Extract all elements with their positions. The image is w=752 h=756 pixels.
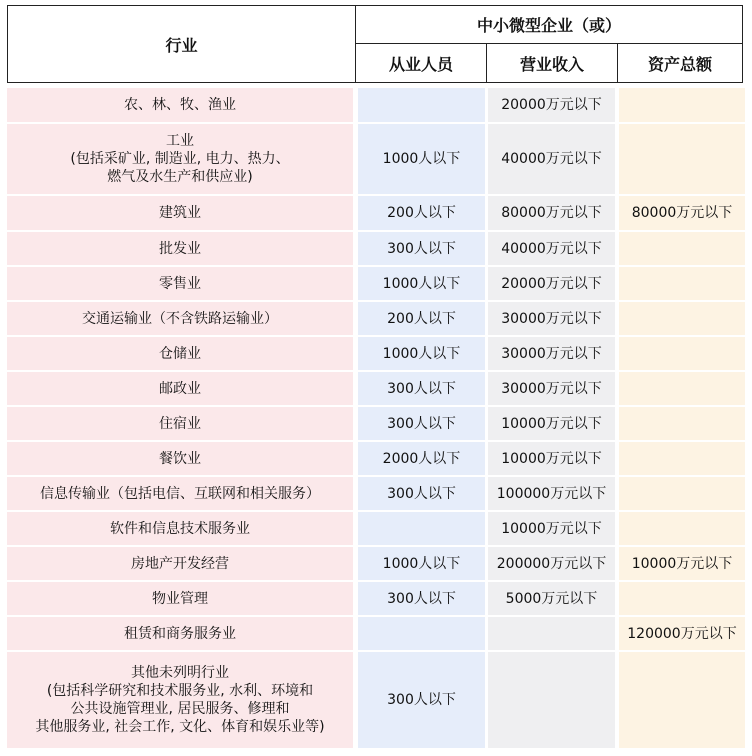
- assets-cell: [619, 232, 745, 265]
- industry-name: 餐饮业: [159, 450, 201, 467]
- table-row: [7, 582, 745, 615]
- assets-cell: 10000万元以下: [619, 547, 745, 580]
- assets-cell: [619, 582, 745, 615]
- employees-cell: 1000人以下: [358, 267, 485, 300]
- industry-name: 交通运输业（不含铁路运输业）: [82, 310, 278, 327]
- revenue-cell: 20000万元以下: [488, 267, 615, 300]
- assets-cell: [619, 88, 745, 122]
- employees-cell: 300人以下: [358, 477, 485, 510]
- revenue-cell: 10000万元以下: [488, 442, 615, 475]
- industry-cell: [7, 407, 353, 440]
- employees-cell: 1000人以下: [358, 547, 485, 580]
- table-row: [7, 337, 745, 370]
- revenue-cell: 200000万元以下: [488, 547, 615, 580]
- industry-name: 其他未列明行业: [131, 665, 229, 681]
- employees-cell: 300人以下: [358, 232, 485, 265]
- industry-note-line: (包括采矿业, 制造业, 电力、热力、: [70, 151, 290, 167]
- assets-cell: [619, 302, 745, 335]
- revenue-cell: 30000万元以下: [488, 337, 615, 370]
- industry-cell: [7, 196, 353, 230]
- industry-cell: [7, 232, 353, 265]
- table-row: [7, 267, 745, 300]
- industry-name: 软件和信息技术服务业: [110, 520, 250, 537]
- industry-name: 工业: [166, 133, 194, 149]
- employees-cell: 2000人以下: [358, 442, 485, 475]
- revenue-cell: [488, 652, 615, 748]
- revenue-cell: 5000万元以下: [488, 582, 615, 615]
- revenue-cell: 80000万元以下: [488, 196, 615, 230]
- industry-name: 邮政业: [159, 380, 201, 397]
- employees-cell: [358, 88, 485, 122]
- table-row: [7, 407, 745, 440]
- assets-cell: [619, 407, 745, 440]
- industry-cell: [7, 512, 353, 545]
- header-employees: 从业人员: [356, 44, 487, 83]
- revenue-cell: [488, 617, 615, 650]
- industry-cell: [7, 547, 353, 580]
- industry-cell: [7, 302, 353, 335]
- assets-cell: 120000万元以下: [619, 617, 745, 650]
- header-industry: 行业: [8, 6, 356, 83]
- industry-cell: [7, 267, 353, 300]
- table-body: [7, 88, 745, 748]
- industry-name: 住宿业: [159, 415, 201, 432]
- table-row: [7, 477, 745, 510]
- industry-name: 农、林、牧、渔业: [124, 97, 236, 113]
- industry-note-line: 燃气及水生产和供应业): [107, 169, 253, 185]
- assets-cell: [619, 442, 745, 475]
- industry-name: 信息传输业（包括电信、互联网和相关服务）: [40, 485, 320, 502]
- industry-note-line: (包括科学研究和技术服务业, 水利、环境和: [46, 683, 314, 699]
- assets-cell: [619, 512, 745, 545]
- industry-name: 租赁和商务服务业: [124, 625, 236, 642]
- revenue-cell: 40000万元以下: [488, 232, 615, 265]
- employees-cell: 300人以下: [358, 372, 485, 405]
- employees-cell: 200人以下: [358, 302, 485, 335]
- assets-cell: [619, 477, 745, 510]
- assets-cell: [619, 652, 745, 748]
- industry-cell: [7, 477, 353, 510]
- industry-cell: [7, 617, 353, 650]
- industry-cell: [7, 582, 353, 615]
- industry-cell: [7, 372, 353, 405]
- assets-cell: [619, 267, 745, 300]
- industry-name: 建筑业: [159, 205, 201, 221]
- table-header: [7, 5, 743, 83]
- revenue-cell: 20000万元以下: [488, 88, 615, 122]
- table-row: [7, 547, 745, 580]
- revenue-cell: 30000万元以下: [488, 302, 615, 335]
- employees-cell: 300人以下: [358, 407, 485, 440]
- industry-cell: [7, 337, 353, 370]
- table-row: [7, 302, 745, 335]
- employees-cell: 300人以下: [358, 652, 485, 748]
- revenue-cell: 10000万元以下: [488, 407, 615, 440]
- revenue-cell: 40000万元以下: [488, 124, 615, 194]
- assets-cell: 80000万元以下: [619, 196, 745, 230]
- revenue-cell: 30000万元以下: [488, 372, 615, 405]
- table-row: [7, 196, 745, 230]
- table-row: [7, 512, 745, 545]
- header-group: 中小微型企业（或）: [356, 6, 743, 44]
- industry-name: 零售业: [159, 275, 201, 292]
- employees-cell: 200人以下: [358, 196, 485, 230]
- industry-cell: [7, 88, 353, 122]
- employees-cell: 1000人以下: [358, 124, 485, 194]
- header-revenue: 营业收入: [487, 44, 618, 83]
- header-assets: 资产总额: [618, 44, 743, 83]
- table-row: [7, 652, 745, 748]
- industry-note-line: 公共设施管理业, 居民服务、修理和: [70, 701, 290, 717]
- industry-name: 批发业: [159, 240, 201, 257]
- employees-cell: [358, 512, 485, 545]
- industry-note-line: 其他服务业, 社会工作, 文化、体育和娱乐业等): [35, 719, 325, 735]
- table-row: [7, 88, 745, 122]
- industry-name: 物业管理: [152, 590, 208, 607]
- employees-cell: [358, 617, 485, 650]
- table-row: [7, 617, 745, 650]
- industry-name: 房地产开发经营: [131, 555, 229, 572]
- table-row: [7, 124, 745, 194]
- employees-cell: 1000人以下: [358, 337, 485, 370]
- assets-cell: [619, 372, 745, 405]
- industry-cell: [7, 442, 353, 475]
- table-row: [7, 232, 745, 265]
- assets-cell: [619, 124, 745, 194]
- table-row: [7, 442, 745, 475]
- assets-cell: [619, 337, 745, 370]
- industry-name: 仓储业: [159, 345, 201, 362]
- revenue-cell: 10000万元以下: [488, 512, 615, 545]
- industry-cell: [7, 652, 353, 748]
- industry-cell: [7, 124, 353, 194]
- table-row: [7, 372, 745, 405]
- employees-cell: 300人以下: [358, 582, 485, 615]
- revenue-cell: 100000万元以下: [488, 477, 615, 510]
